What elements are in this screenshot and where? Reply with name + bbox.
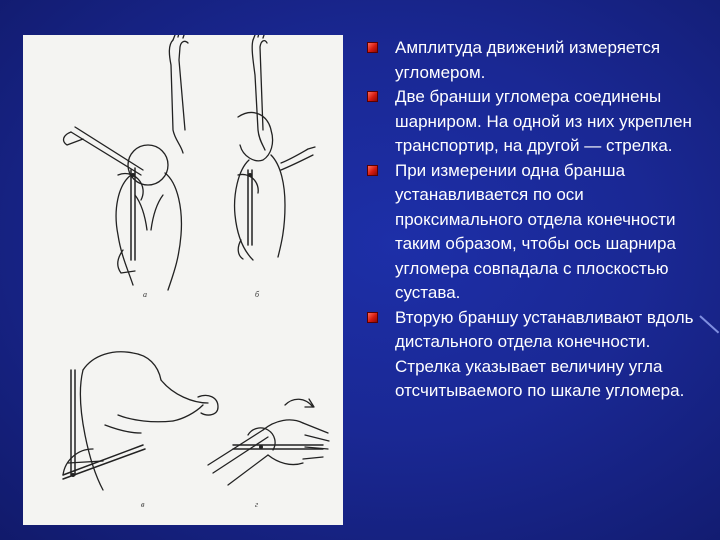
bullet-list bbox=[367, 36, 702, 404]
bullet-item bbox=[367, 85, 702, 159]
decorative-line bbox=[699, 315, 719, 333]
bullet-text: Вторую браншу устанавливают вдоль дистального отдела конечности. Стрелка указывает величину угла отсчитываемого по шкале угломера. bbox=[395, 307, 694, 400]
bullet-text: Две бранши угломера соединены шарниром. На одной из них укреплен транспортир, на другой — стрелка. bbox=[395, 87, 692, 155]
goniometer-drawing bbox=[23, 35, 343, 525]
caption-v: в bbox=[141, 500, 145, 509]
bullet-marker-icon bbox=[367, 312, 378, 323]
bullet-marker-icon bbox=[367, 42, 378, 53]
bullet-marker-icon bbox=[367, 165, 378, 176]
bullet-item bbox=[367, 36, 702, 85]
bullet-marker-icon bbox=[367, 91, 378, 102]
goniometer-illustration bbox=[23, 35, 343, 525]
caption-g: г bbox=[255, 500, 259, 509]
bullet-text: Амплитуда движений измеряется угломером. bbox=[395, 38, 661, 82]
caption-a: а bbox=[143, 290, 147, 299]
bullet-item bbox=[367, 159, 702, 306]
bullet-item bbox=[367, 306, 702, 404]
caption-b: б bbox=[255, 290, 260, 299]
bullet-text: При измерении одна бранша устанавливается по оси проксимального отдела конечности таким образом, чтобы ось шарнира угломера совпадала с плоскостью сустава. bbox=[395, 160, 676, 302]
